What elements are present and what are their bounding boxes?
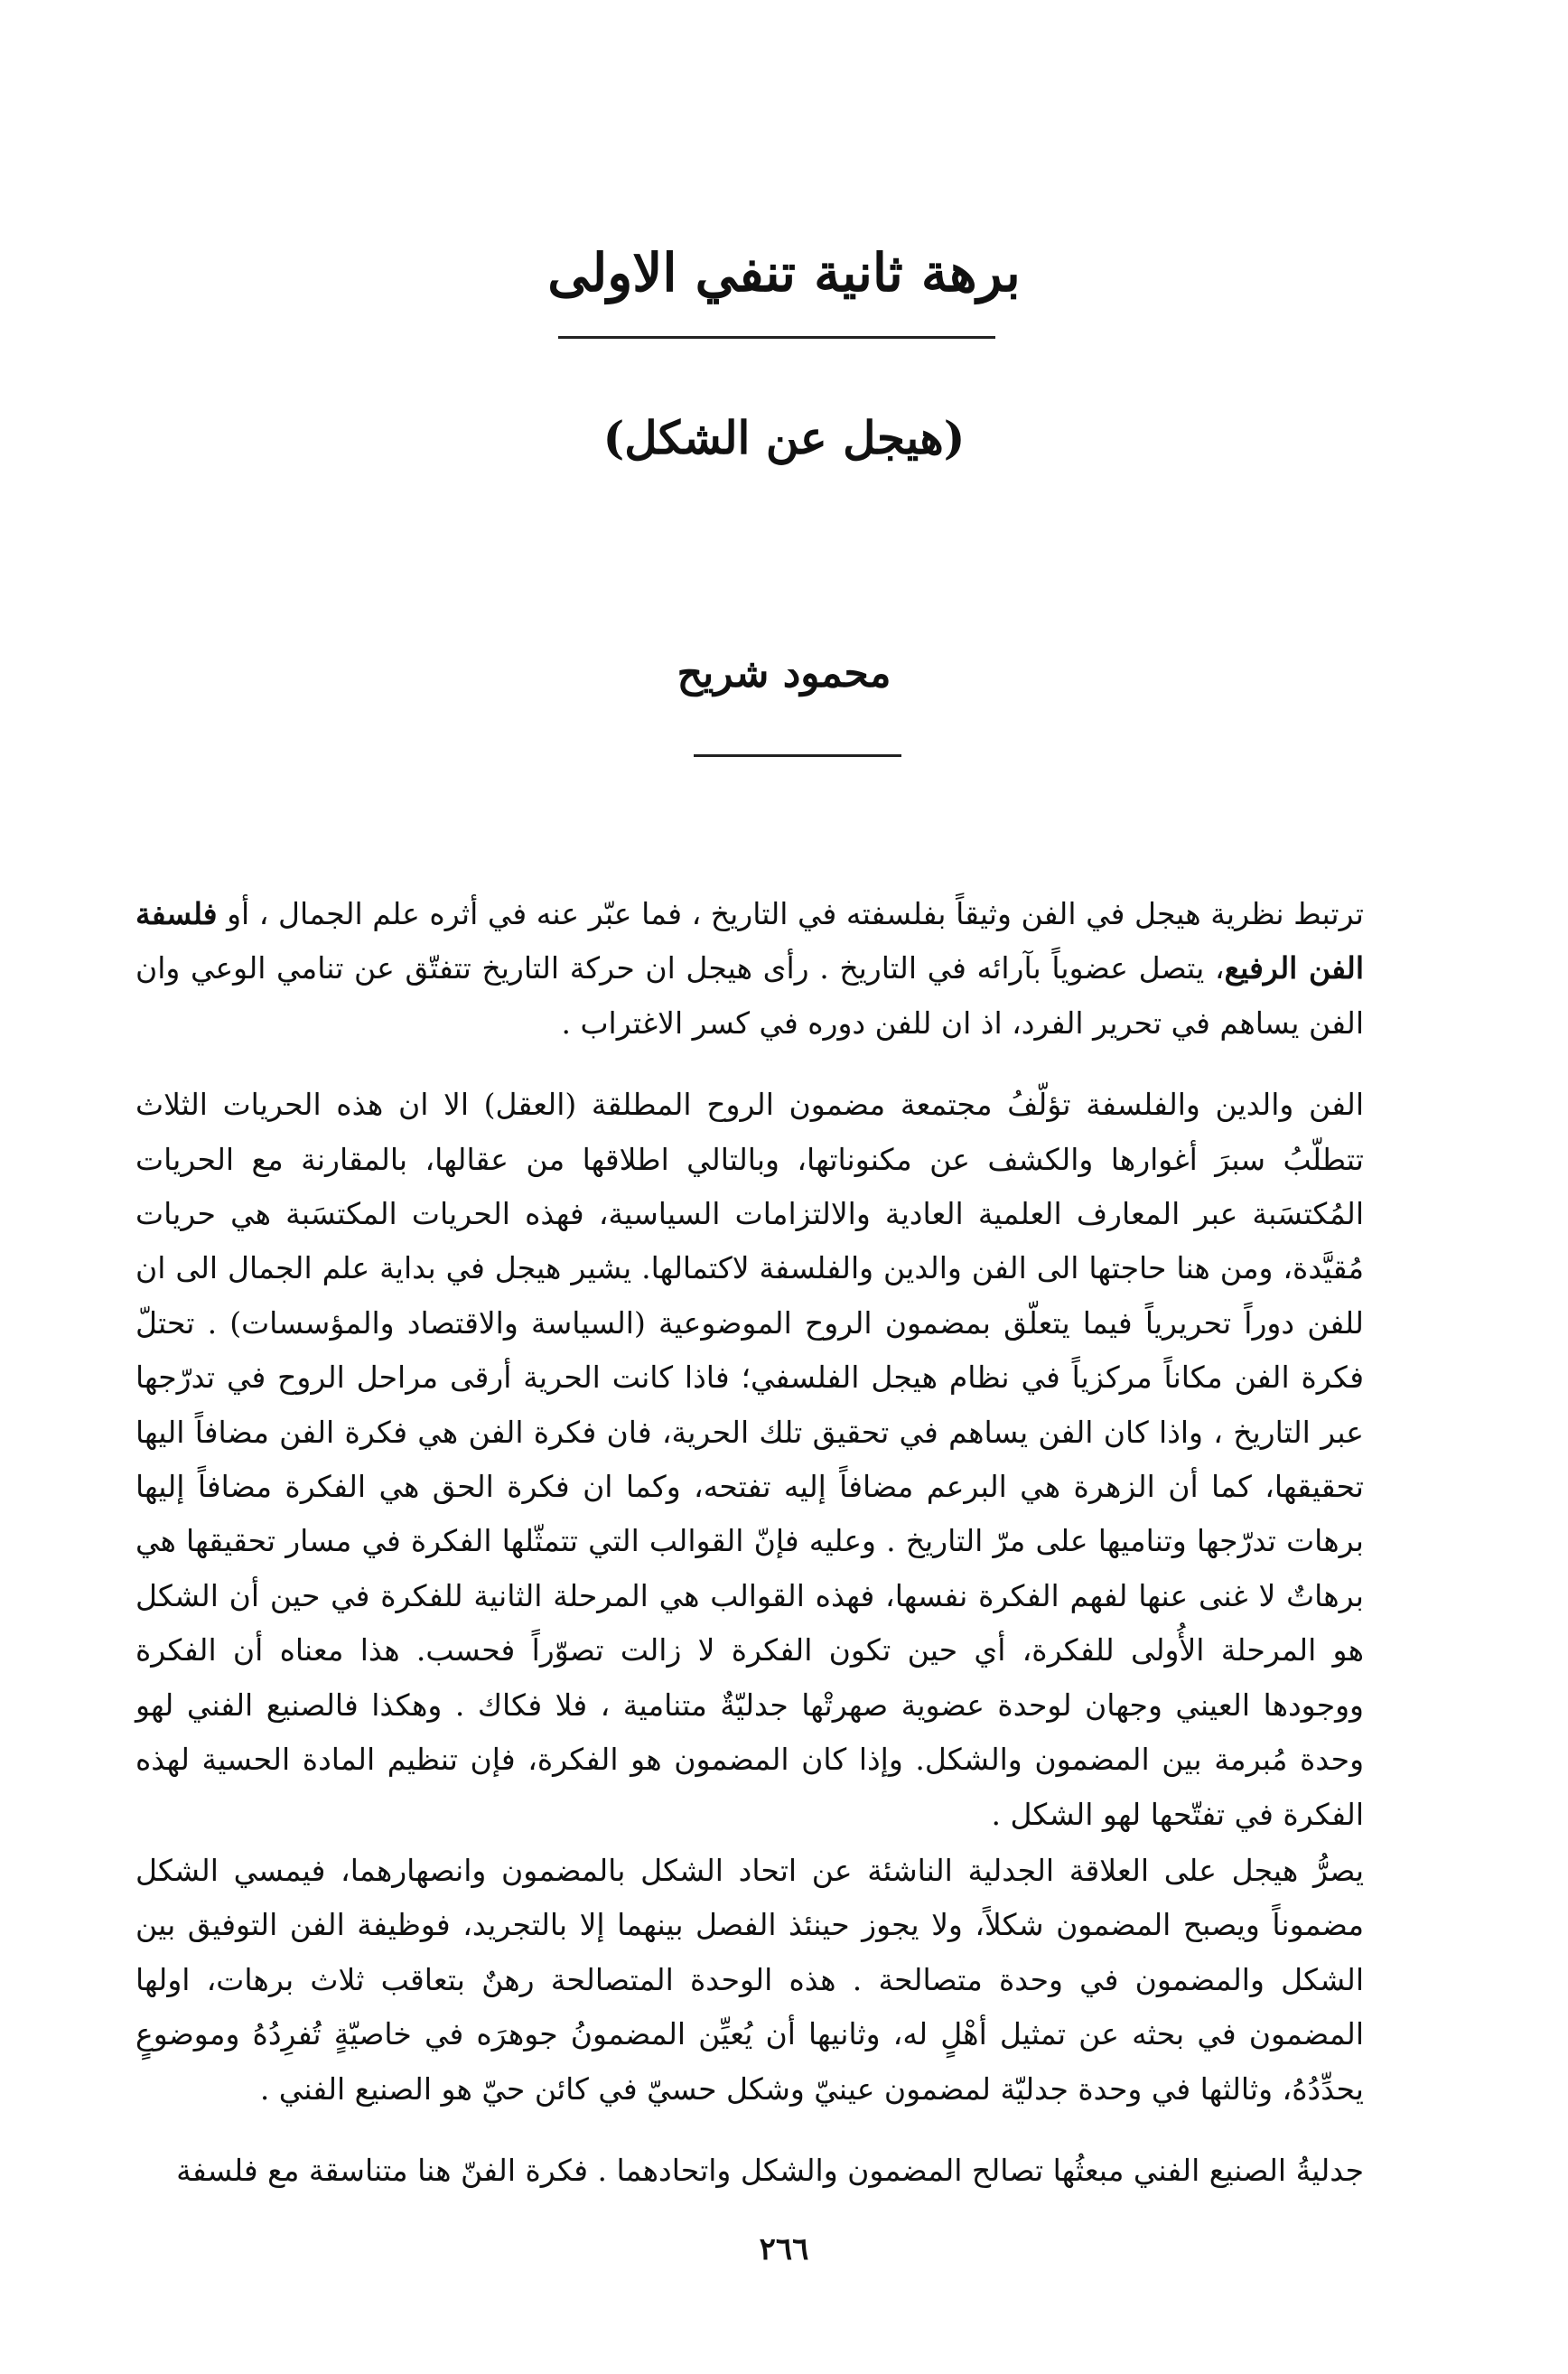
paragraph-1-start: ترتبط نظرية هيجل في الفن وثيقاً بفلسفته في التاريخ ، فما عبّر عنه في أثره علم الجمال ، أو <box>217 896 1364 931</box>
paragraph-1-bold-term: فلسفة الفن الرفيع <box>135 896 1364 986</box>
paragraph-1-end: ، يتصل عضوياً بآرائه في التاريخ . رأى هيجل ان حركة التاريخ تتفتّق عن تنامي الوعي وان الفن يساهم في تحرير الفرد، اذ ان للفن دوره في كسر الاغتراب . <box>135 950 1364 1041</box>
page-number: ٢٦٦ <box>759 2231 809 2267</box>
title-divider <box>558 336 995 339</box>
article-title: برهة ثانية تنفي الاولى <box>547 242 1021 304</box>
article-subtitle: (هيجل عن الشكل) <box>602 411 966 464</box>
author-divider <box>694 754 901 757</box>
article-body <box>135 887 1364 2198</box>
paragraph-3: يصرُّ هيجل على العلاقة الجدلية الناشئة عن اتحاد الشكل بالمضمون وانصهارهما، فيمسي الشكل مضموناً ويصبح المضمون شكلاً، ولا يجوز حينئذ الفصل بينهما إلا بالتجريد، فوظيفة الفن التوفيق بين الشكل والمضمون في وحدة متصالحة . هذه الوحدة المتصالحة رهنٌ بتعاقب ثلاث برهات، اولها المضمون في بحثه عن تمثيل أهْلٍ له، وثانيها أن يُعيِّن المضمونُ جوهرَه في خاصيّةٍ تُفرِدُهُ وموضوعٍ يحدِّدُهُ، وثالثها في وحدة جدليّة لمضمون عينيّ وشكل حسيّ في كائن حيّ هو الصنيع الفني . <box>135 1852 1364 2107</box>
paragraph-4: جدليةُ الصنيع الفني مبعثُها تصالح المضمون والشكل واتحادهما . فكرة الفنّ هنا متناسقة مع فلسفة <box>176 2152 1364 2188</box>
paragraph-1 <box>135 887 1364 1051</box>
paragraph-2: الفن والدين والفلسفة تؤلّفُ مجتمعة مضمون الروح المطلقة (العقل) الا ان هذه الحريات الثلاث تتطلّبُ سبرَ أغوارها والكشف عن مكنوناتها، وبالتالي اطلاقها من عقالها، بالمقارنة مع الحريات المُكتسَبة عبر المعارف العلمية العادية والالتزامات السياسية، فهذه الحريات المكتسَبة هي حريات مُقيَّدة، ومن هنا حاجتها الى الفن والدين والفلسفة لاكتمالها. يشير هيجل في بداية علم الجمال الى ان للفن دوراً تحريرياً فيما يتعلّق بمضمون الروح الموضوعية (السياسة والاقتصاد والمؤسسات) . تحتلّ فكرة الفن مكاناً مركزياً في نظام هيجل الفلسفي؛ فاذا كانت الحرية أرقى مراحل الروح في تدرّجها عبر التاريخ ، واذا كان الفن يساهم في تحقيق تلك الحرية، فان فكرة الفن هي فكرة الفن مضافاً اليها تحقيقها، كما أن الزهرة هي البرعم مضافاً إليه تفتحه، وكما ان فكرة الحق هي الفكرة مضافاً إليها برهات تدرّجها وتناميها على مرّ التاريخ . وعليه فإنّ القوالب التي تتمثّلها الفكرة في مسار تحقيقها هي برهاتٌ لا غنى عنها لفهم الفكرة نفسها، فهذه القوالب هي المرحلة الثانية للفكرة في حين أن الشكل هو المرحلة الأُولى للفكرة، أي حين تكون الفكرة لا زالت تصوّراً فحسب. هذا معناه أن الفكرة ووجودها العيني وجهان لوحدة عضوية صهرتْها جدليّةٌ متنامية ، فلا فكاك . وهكذا فالصنيع الفني لهو وحدة مُبرمة بين المضمون والشكل. وإذا كان المضمون هو الفكرة، فإن تنظيم المادة الحسية لهذه الفكرة في تفتّحها لهو الشكل . <box>135 1087 1364 1832</box>
author-name: محمود شريح <box>677 650 891 696</box>
